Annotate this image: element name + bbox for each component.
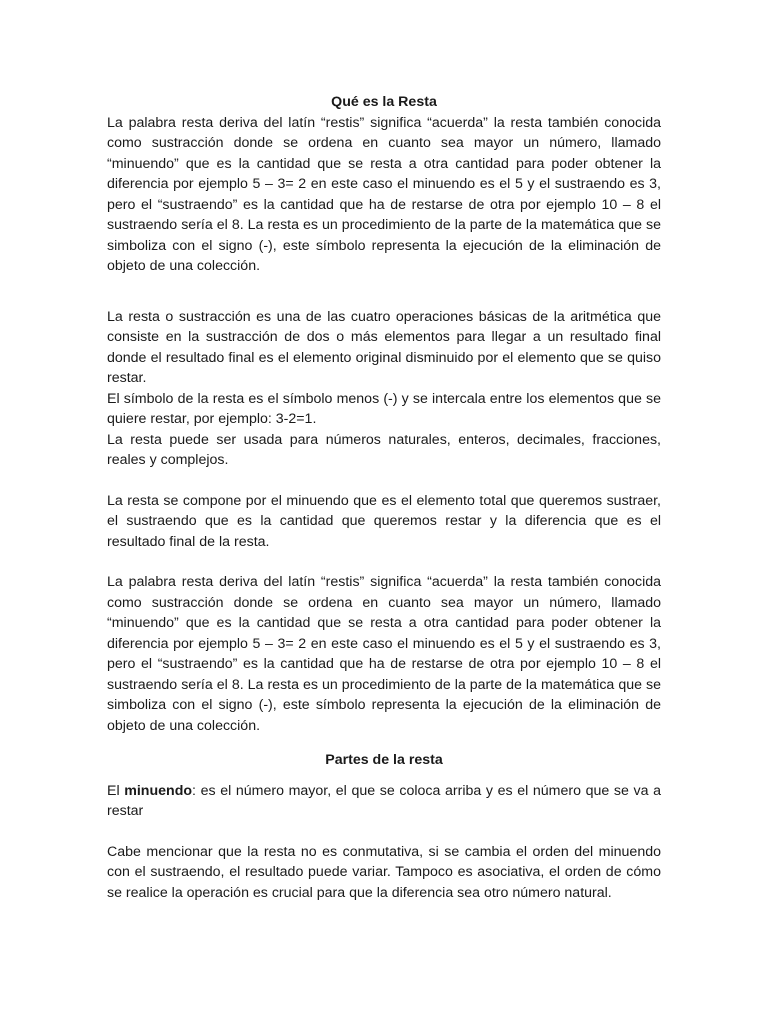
paragraph-number-types: La resta puede ser usada para números naturales, enteros, decimales, fracciones, reales y complejos.: [107, 431, 661, 468]
paragraph-composition: La resta se compone por el minuendo que es el elemento total que queremos sustraer, el sustraendo que es la cantidad que queremos restar y la diferencia que es el resultado final de la resta.: [107, 492, 661, 550]
paragraph-properties: Cabe mencionar que la resta no es conmutativa, si se cambia el orden del minuendo con el sustraendo, el resultado puede variar. Tampoco es asociativa, el orden de cómo se realice la operación es crucial para que la diferencia sea otro número natural.: [107, 843, 661, 901]
paragraph-minuendo: [107, 781, 661, 822]
document-page: [107, 92, 661, 903]
paragraph-basic-operation: La resta o sustracción es una de las cuatro operaciones básicas de la aritmética que consiste en la sustracción de dos o más elementos para llegar a un resultado final donde el resultado final es el elemento original disminuido por el elemento que se quiso restar.: [107, 308, 661, 386]
paragraph-symbol: El símbolo de la resta es el símbolo menos (-) y se intercala entre los elementos que se quiere restar, por ejemplo: 3-2=1.: [107, 390, 661, 427]
minuendo-term: minuendo: [124, 782, 193, 799]
paragraph-definition-repeat: La palabra resta deriva del latín “restis” significa “acuerda” la resta también conocida como sustracción donde se ordena en cuanto sea mayor un número, llamado “minuendo” que es la cantidad que se resta a otra cantidad para poder obtener la diferencia por ejemplo 5 – 3= 2 en este caso el minuendo es el 5 y el sustraendo es 3, pero el “sustraendo” es la cantidad que ha de restarse de otra por ejemplo 10 – 8 el sustraendo sería el 8. La resta es un procedimiento de la parte de la matemática que se simboliza con el signo (-), este símbolo representa la ejecución de la eliminación de objeto de una colección.: [107, 574, 661, 734]
document-title: Qué es la Resta: [331, 94, 437, 110]
section-subtitle: Partes de la resta: [325, 752, 443, 768]
minuendo-description: : es el número mayor, el que se coloca arriba y es el número que se va a restar: [107, 782, 661, 819]
minuendo-prefix: El: [107, 782, 125, 799]
paragraph-definition: La palabra resta deriva del latín “restis” significa “acuerda” la resta también conocida como sustracción donde se ordena en cuanto sea mayor un número, llamado “minuendo” que es la cantidad que se resta a otra cantidad para poder obtener la diferencia por ejemplo 5 – 3= 2 en este caso el minuendo es el 5 y el sustraendo es 3, pero el “sustraendo” es la cantidad que ha de restarse de otra por ejemplo 10 – 8 el sustraendo sería el 8. La resta es un procedimiento de la parte de la matemática que se simboliza con el signo (-), este símbolo representa la ejecución de la eliminación de objeto de una colección.: [107, 114, 661, 274]
